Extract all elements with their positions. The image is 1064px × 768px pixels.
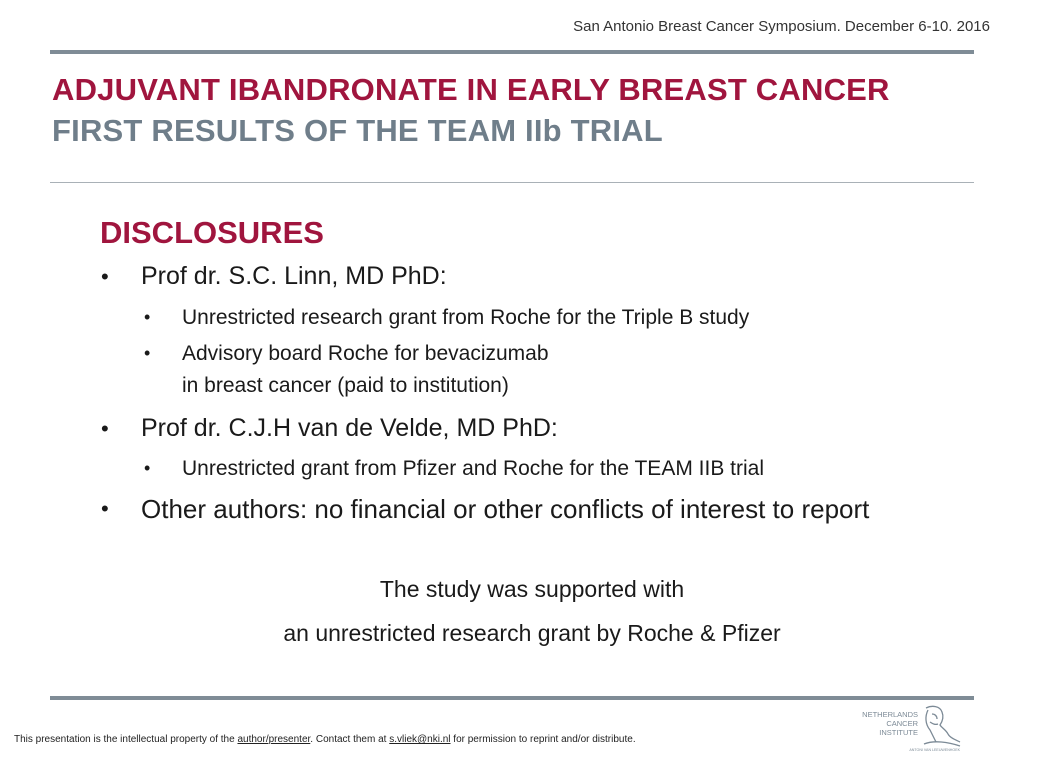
bullet-icon: • <box>144 307 151 327</box>
bottom-divider <box>50 696 974 700</box>
bullet-icon: • <box>101 416 109 441</box>
top-divider <box>50 50 974 54</box>
bullet-icon: • <box>101 496 109 521</box>
slide-title: ADJUVANT IBANDRONATE IN EARLY BREAST CANCER <box>52 72 890 107</box>
footer-suffix: for permission to reprint and/or distribute. <box>450 734 636 745</box>
list-item-text: Prof dr. S.C. Linn, MD PhD: <box>141 262 447 290</box>
support-line-2: an unrestricted research grant by Roche & Pfizer <box>283 620 781 646</box>
support-line-1: The study was supported with <box>379 576 685 602</box>
netherlands-cancer-institute-logo <box>862 704 964 754</box>
footer-prefix: This presentation is the intellectual property of the <box>14 734 238 745</box>
list-item-text: Prof dr. C.J.H van de Velde, MD PhD: <box>141 414 558 442</box>
conference-note: San Antonio Breast Cancer Symposium. December 6-10. 2016 <box>573 18 990 35</box>
logo-line-1: NETHERLANDS <box>862 710 918 719</box>
list-item-text: Unrestricted grant from Pfizer and Roche for the TEAM IIB trial <box>182 457 765 480</box>
slide-subtitle: FIRST RESULTS OF THE TEAM IIb TRIAL <box>52 113 663 148</box>
list-item-text: Other authors: no financial or other conflicts of interest to report <box>141 494 870 524</box>
logo-line-2: CANCER <box>886 719 918 728</box>
author-presenter-link[interactable]: author/presenter <box>237 734 311 745</box>
bullet-icon: • <box>144 458 151 478</box>
list-item-text: Unrestricted research grant from Roche for the Triple B study <box>182 306 750 329</box>
title-divider <box>50 182 974 183</box>
footer-notice <box>14 734 636 745</box>
logo-line-4: ANTONI VAN LEEUWENHOEK <box>909 748 960 752</box>
bullet-icon: • <box>101 264 109 289</box>
disclosures-heading: DISCLOSURES <box>100 215 324 250</box>
bullet-icon: • <box>144 343 151 363</box>
portrait-emblem-icon <box>924 706 960 746</box>
list-item-text: in breast cancer (paid to institution) <box>182 374 509 397</box>
list-item-text: Advisory board Roche for bevacizumab <box>182 342 549 365</box>
contact-email-link[interactable]: s.vliek@nki.nl <box>389 734 451 745</box>
logo-line-3: INSTITUTE <box>879 728 918 737</box>
footer-middle: . Contact them at <box>310 734 390 745</box>
